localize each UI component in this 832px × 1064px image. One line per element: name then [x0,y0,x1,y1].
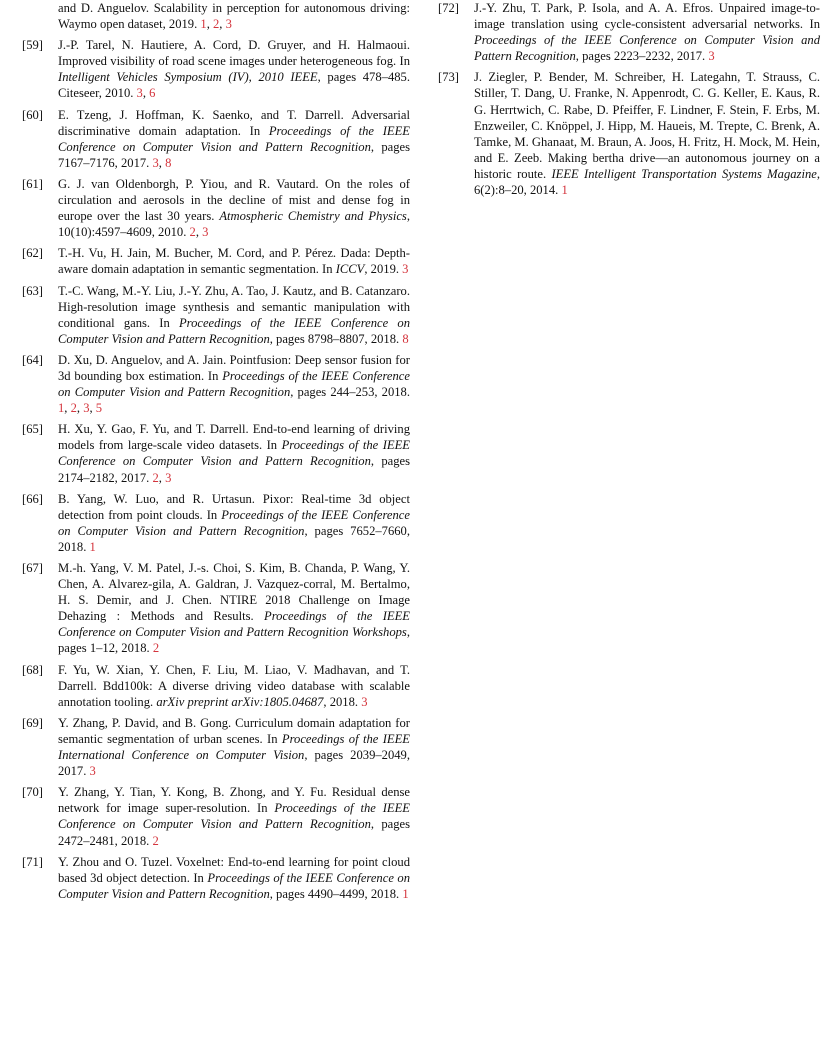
backref-link[interactable]: 6 [149,86,156,101]
reference-body: H. Xu, Y. Gao, F. Yu, and T. Darrell. End-to-end learning of driving models from large-scale video datasets. In Proceedings of the IEEE Conference on Computer Vision and Pattern Recognition, pages 2174–2182, 2017. 2, 3 [58,422,410,485]
reference-number: [65] [22,422,43,437]
reference-details: , pages 244–253, 2018. [290,385,410,400]
backref-link[interactable]: 3 [225,17,232,32]
reference-details: , pages 478–485. Citeseer, 2010. [58,70,410,101]
reference-number: [64] [22,352,43,367]
reference-text: Y. Zhou and O. Tuzel. Voxelnet: End-to-end learning for point cloud based 3d object detection. In [58,854,410,885]
reference-text: E. Tzeng, J. Hoffman, K. Saenko, and T. Darrell. Adversarial discriminative domain adaptation. In [58,107,410,138]
reference-text: Y. Zhang, Y. Tian, Y. Kong, B. Zhong, and Y. Fu. Residual dense network for image super-resolution. In [58,785,410,816]
reference-continuation [22,0,410,32]
reference-venue: Atmospheric Chemistry and Physics [219,209,407,224]
reference-text: and D. Anguelov. Scalability in perception for autonomous driving: Waymo open dataset, 2019. [58,1,410,32]
reference-body [58,716,410,778]
reference-number: [62] [22,246,43,261]
reference-entry [22,715,410,779]
reference-body: and D. Anguelov. Scalability in perception for autonomous driving: Waymo open dataset, 2019. 1, 2, 3 [58,1,410,32]
backref-link[interactable]: 2 [152,470,159,485]
reference-body [474,1,820,63]
reference-number: [61] [22,176,43,191]
reference-body: J.-P. Tarel, N. Hautiere, A. Cord, D. Gruyer, and H. Halmaoui. Improved visibility of road scene images under heterogeneous fog. In Intelligent Vehicles Symposium (IV), 2010 IEEE, pages 478–485. Citeseer, 2010. 3, 6 [58,38,410,101]
reference-details: , pages 2039–2049, 2017. [58,748,410,779]
reference-entry [22,662,410,710]
reference-venue: Proceedings of the IEEE Conference on Computer Vision and Pattern Recognition [58,438,410,469]
reference-text: D. Xu, D. Anguelov, and A. Jain. Pointfusion: Deep sensor fusion for 3d bounding box estimation. In [58,352,410,383]
backref-link[interactable]: 3 [708,49,715,64]
reference-body [58,246,410,276]
reference-venue: Proceedings of the IEEE Conference on Computer Vision and Pattern Recognition [58,315,410,346]
reference-body [58,855,410,901]
right-column [438,0,820,203]
reference-number: [72] [438,1,459,15]
reference-body: D. Xu, D. Anguelov, and A. Jain. Pointfusion: Deep sensor fusion for 3d bounding box estimation. In Proceedings of the IEEE Conference on Computer Vision and Pattern Recognition, pages 244–253, 2018. 1, 2, 3, 5 [58,352,410,416]
reference-venue: Proceedings of the IEEE International Conference on Computer Vision [58,731,410,763]
reference-details: , pages 4490–4499, 2018. [269,886,400,901]
reference-entry [22,37,410,101]
reference-entry [22,283,410,347]
reference-venue: arXiv preprint arXiv:1805.04687 [156,694,324,709]
backref-link[interactable]: 2 [70,401,77,416]
reference-number: [66] [22,491,43,506]
reference-text: T.-C. Wang, M.-Y. Liu, J.-Y. Zhu, A. Tao, J. Kautz, and B. Catanzaro. High-resolution image synthesis and semantic manipulation with conditional gans. In [58,283,410,330]
backref-link[interactable]: 3 [165,470,172,485]
reference-text: J. Ziegler, P. Bender, M. Schreiber, H. Lategahn, T. Strauss, C. Stiller, T. Dang, U. Franke, N. Appenrodt, C. G. Keller, E. Kaus, R. G. Herrtwich, C. Rabe, D. Pfeiffer, F. Lindner, F. Stein, F. Erbs, M. Enzweiler, C. Knöppel, J. Hipp, M. Haueis, M. Trepte, C. Brenk, A. Tamke, M. Ghanaat, M. Braun, A. Joos, H. Fritz, H. Mock, M. Hein, and E. Zeeb. Making bertha drive—an autonomous journey on a historic route. [474,70,820,181]
backref-link[interactable]: 1 [58,401,65,416]
reference-venue: Proceedings of the IEEE Conference on Computer Vision and Pattern Recognition [58,870,411,901]
reference-venue: IEEE Intelligent Transportation Systems Magazine [551,166,817,181]
reference-venue: Proceedings of the IEEE Conference on Computer Vision and Pattern Recognition [58,123,410,154]
reference-details: , pages 7652–7660, 2018. [58,523,410,554]
reference-number: [63] [22,283,43,298]
reference-details: , 2018. [323,694,359,709]
reference-entry [22,107,410,171]
reference-entry [22,421,410,485]
reference-number: [68] [22,662,43,677]
reference-body [58,785,410,847]
reference-venue: Proceedings of the IEEE Conference on Computer Vision and Pattern Recognition [58,507,410,538]
reference-number: [70] [22,785,43,800]
reference-entry [22,245,410,277]
reference-venue: Proceedings of the IEEE Conference on Computer Vision and Pattern Recognition [474,33,820,64]
reference-details: , pages 2174–2182, 2017. [58,454,410,485]
reference-body [58,492,410,554]
reference-text: J.-P. Tarel, N. Hautiere, A. Cord, D. Gruyer, and H. Halmaoui. Improved visibility of road scene images under heterogeneous fog. In [58,38,410,69]
reference-text: B. Yang, W. Luo, and R. Urtasun. Pixor: Real-time 3d object detection from point clouds. In [58,491,410,522]
backref-link[interactable]: 3 [136,86,143,101]
reference-details: , pages 8798–8807, 2018. [269,331,400,346]
backref-link[interactable]: 8 [402,331,409,346]
backref-link[interactable]: 1 [402,886,409,901]
reference-body [58,663,410,709]
reference-details: , 2019. [364,262,400,277]
backref-link[interactable]: 3 [152,155,159,170]
reference-text: G. J. van Oldenborgh, P. Yiou, and R. Vautard. On the roles of circulation and aerosols in the decline of mist and dense fog in europe over the last 30 years. [58,176,410,224]
reference-number: [73] [438,70,459,85]
backref-link[interactable]: 1 [89,539,96,554]
reference-body [58,284,410,346]
reference-venue: Proceedings of the IEEE Conference on Computer Vision and Pattern Recognition Workshops [58,609,411,640]
reference-text: H. Xu, Y. Gao, F. Yu, and T. Darrell. End-to-end learning of driving models from large-scale video datasets. In [58,422,410,453]
reference-entry [22,176,410,240]
reference-body: E. Tzeng, J. Hoffman, K. Saenko, and T. Darrell. Adversarial discriminative domain adaptation. In Proceedings of the IEEE Conference on Computer Vision and Pattern Recognition, pages 7167–7176, 2017. 3, 8 [58,107,410,170]
reference-number: [69] [22,715,43,730]
reference-number: [60] [22,107,43,122]
reference-details: , pages 7167–7176, 2017. [58,139,410,170]
reference-venue: Proceedings of the IEEE Conference on Computer Vision and Pattern Recognition [58,801,410,832]
reference-entry [22,784,410,848]
backref-link[interactable]: 2 [189,225,196,240]
reference-body [474,70,820,197]
backref-link[interactable]: 5 [95,401,103,416]
backref-link[interactable]: 2 [152,833,159,848]
reference-body: G. J. van Oldenborgh, P. Yiou, and R. Vautard. On the roles of circulation and aerosols in the decline of mist and dense fog in europe over the last 30 years. Atmospheric Chemistry and Physics, 10(10):4597–4609, 2010. 2, 3 [58,176,410,240]
reference-entry [22,491,410,555]
backref-link[interactable]: 3 [89,764,96,779]
reference-details: , 6(2):8–20, 2014. [474,166,820,198]
reference-number: [59] [22,38,43,53]
reference-details: , pages 1–12, 2018. [58,625,410,656]
reference-venue: Proceedings of the IEEE Conference on Computer Vision and Pattern Recognition [58,368,410,400]
reference-entry [438,0,820,64]
reference-body [58,561,410,655]
backref-link[interactable]: 1 [561,183,568,198]
reference-text: M.-h. Yang, V. M. Patel, J.-s. Choi, S. Kim, B. Chanda, P. Wang, Y. Chen, A. Alvarez-gila, A. Galdran, J. Vazquez-corral, M. Bertalmo, H. S. Demir, and J. Chen. NTIRE 2018 Challenge on Image Dehazing : Methods and Results. [58,561,410,624]
backref-link[interactable]: 1 [200,17,207,32]
backref-link[interactable]: 3 [361,694,368,709]
reference-text: J.-Y. Zhu, T. Park, P. Isola, and A. A. Efros. Unpaired image-to-image translation using cycle-consistent adversarial networks. In [474,1,820,32]
reference-text: T.-H. Vu, H. Jain, M. Bucher, M. Cord, and P. Pérez. Dada: Depth-aware domain adaptation in semantic segmentation. In [58,246,410,277]
reference-number: [71] [22,854,43,869]
reference-venue: Intelligent Vehicles Symposium (IV), 2010 IEEE [58,70,318,85]
backref-link[interactable]: 2 [152,641,160,656]
backref-link[interactable]: 3 [83,401,90,416]
reference-entry [22,854,410,902]
backref-link[interactable]: 3 [402,262,409,277]
reference-details: , pages 2472–2481, 2018. [58,817,410,848]
reference-entry [22,560,410,657]
reference-text: Y. Zhang, P. David, and B. Gong. Curriculum domain adaptation for semantic segmentation of urban scenes. In [58,715,410,746]
reference-number: [67] [22,561,43,575]
reference-entry [22,352,410,416]
reference-details: , 10(10):4597–4609, 2010. [58,209,410,240]
backref-link[interactable]: 3 [202,225,209,240]
reference-details: , pages 2223–2232, 2017. [575,49,706,64]
backref-link[interactable]: 8 [165,155,172,170]
reference-text: F. Yu, W. Xian, Y. Chen, F. Liu, M. Liao, V. Madhavan, and T. Darrell. Bdd100k: A diverse driving video database with scalable annotation tooling. [58,662,410,709]
left-column [22,0,410,907]
reference-venue: ICCV [335,262,365,277]
reference-entry [438,69,820,198]
backref-link[interactable]: 2 [212,17,220,32]
